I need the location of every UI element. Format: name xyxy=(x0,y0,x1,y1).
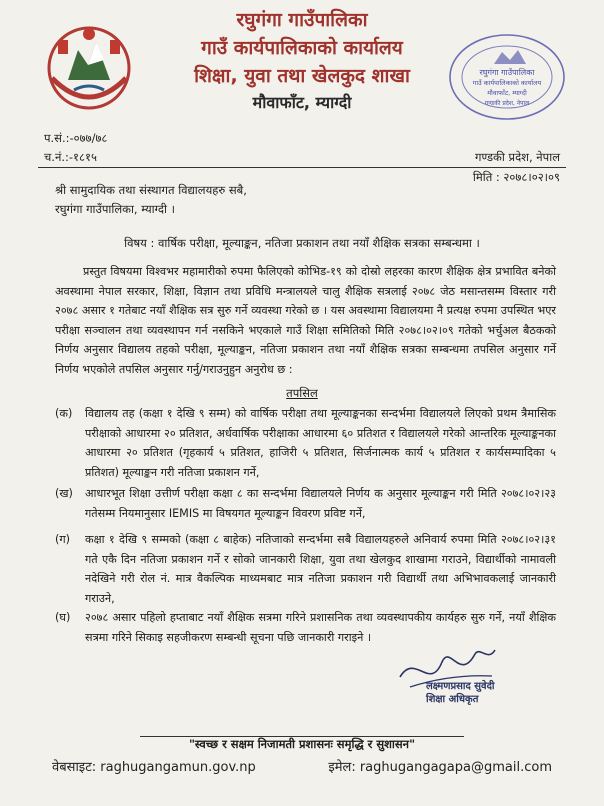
header-divider xyxy=(38,167,566,168)
item-text: आधारभूत शिक्षा उत्तीर्ण परीक्षा कक्षा ८ का सन्दर्भमा विद्यालयले निर्णय क अनुसार मूल्याङ्कन गरी मिति २०७८।०२।२३ गतेसम्म नियमानुसार IEMIS मा विषयगत मूल्याङ्कन विवरण प्रविष्ट गर्ने, xyxy=(85,487,556,520)
signatory-name: लक्ष्मणप्रसाद सुवेदी xyxy=(426,681,495,692)
addressee-line-2: रघुगंगा गाउँपालिका, म्याग्दी । xyxy=(55,202,175,216)
item-marker: (ग) xyxy=(55,533,71,546)
item-marker: (घ) xyxy=(55,611,71,624)
item-text: कक्षा १ देखि ९ सम्मको (कक्षा ८ बाहेक) नतिजाको सन्दर्भमा सबै विद्यालयहरुले अनिवार्य रुपमा मिति २०७८।०२।३१ गते एकै दिन नतिजा प्रकाशन गर्ने र सोको जानकारी शिक्षा, युवा तथा खेलकुद शाखामा गराउने, विद्यार्थीको नामावली नदेखिने गरी रोल नं. मात्र वैकल्पिक माध्यमबाट मात्र नतिजा प्रकाशन गरी विद्यार्थी तथा अभिभावकलाई जानकारी गराउने, xyxy=(85,533,556,605)
office-name: गाउँ कार्यपालिकाको कार्यालय xyxy=(201,37,403,59)
stamp-line-4: गण्डकी प्रदेश, नेपाल xyxy=(484,100,530,107)
office-location: मौवाफाँट, म्याग्दी xyxy=(252,93,352,112)
letter-number: प.सं.:-०७७/७८ xyxy=(44,131,108,145)
item-text: विद्यालय तह (कक्षा १ देखि ९ सम्म) को वार्षिक परीक्षा तथा मूल्याङ्कनका सन्दर्भमा विद्यालयले लिएको प्रथम त्रैमासिक परीक्षाको आधारमा २० प्रतिशत, अर्धवार्षिक परीक्षाका आधारमा ६० प्रतिशत र विद्यालयले गरेको आन्तरिक मूल्याङ्कनका आधारमा २० प्रतिशत (गृहकार्य ५ प्रतिशत, हाजिरी ५ प्रतिशत, सिर्जनात्मक कार्य ५ प्रतिशत र कार्यसम्पादिका ५ प्रतिशत) मूल्याङ्कन गरी नतिजा प्रकाशन गर्ने, xyxy=(85,407,556,479)
list-item xyxy=(55,404,556,482)
municipality-name: रघुगंगा गाउँपालिका xyxy=(236,9,368,31)
addressee-line-1: श्री सामुदायिक तथा संस्थागत विद्यालयहरु सबै, xyxy=(55,183,247,197)
list-item xyxy=(55,484,556,523)
footer-email: इमेल: raghugangagapa@gmail.com xyxy=(328,760,552,775)
addressee xyxy=(55,181,247,219)
subject-line: विषय : वार्षिक परीक्षा, मूल्याङ्कन, नतिजा प्रकाशन तथा नयाँ शैक्षिक सत्रका सम्बन्धमा । xyxy=(124,236,480,250)
dispatch-number: च.नं.:-१८१५ xyxy=(44,150,97,164)
signatory-title: शिक्षा अधिकृत xyxy=(426,694,479,705)
stamp-line-2: गाउँ कार्यपालिकाको कार्यालय xyxy=(472,79,542,87)
letterhead xyxy=(140,6,464,116)
footer-website: वेबसाइट: raghugangamun.gov.np xyxy=(52,760,256,775)
section-name: शिक्षा, युवा तथा खेलकुद शाखा xyxy=(194,65,410,87)
office-stamp xyxy=(446,30,568,124)
item-marker: (ख) xyxy=(55,487,73,500)
stamp-line-1: रघुगंगा गाउँपालिका xyxy=(479,68,535,77)
letter-date: मिति : २०७८।०२।०९ xyxy=(472,170,560,184)
body-paragraph: प्रस्तुत विषयमा विश्वभर महामारीको रुपमा फैलिएको कोभिड-१९ को दोस्रो लहरका कारण शैक्षिक क्षेत्र प्रभावित बनेको अवस्थामा नेपाल सरकार, शिक्षा, विज्ञान तथा प्रविधि मन्त्रालयले चालु शैक्षिक सत्रलाई २०७८ जेठ मसान्तसम्म विस्तार गरी २०७८ असार १ गतेबाट नयाँ शैक्षिक सत्र सुरु गर्ने व्यवस्था गरेको छ । यस अवस्थामा विद्यालयमा नै प्रत्यक्ष रुपमा उपस्थित भएर परीक्षा सञ्चालन तथा व्यवस्थापन गर्न नसकिने भएकाले गाउँ शिक्षा समितिको मिति २०७८।०२।०९ गतेको भर्चुअल बैठकको निर्णय अनुसार विद्यालय तहको परीक्षा, मूल्याङ्कन, नतिजा प्रकाशन तथा नयाँ शैक्षिक सत्रका सम्बन्धमा तपसिल अनुसार गर्ने निर्णय भएकोले तपसिल अनुसार गर्नु/गराउनुहुन अनुरोध छ : xyxy=(55,265,556,376)
item-text: २०७८ असार पहिलो हप्ताबाट नयाँ शैक्षिक सत्रमा गरिने प्रशासनिक तथा व्यवस्थापकीय कार्यहरु सुरु गर्ने, नयाँ शैक्षिक सत्रमा गरिने सिकाइ सहजीकरण सम्बन्धी सूचना पछि जानकारी गराइने । xyxy=(85,611,556,644)
signatory-block xyxy=(426,680,495,706)
stamp-line-3: मौवाफाँट, म्याग्दी xyxy=(487,89,527,97)
item-marker: (क) xyxy=(55,407,73,420)
list-item xyxy=(55,530,556,608)
province-label: गण्डकी प्रदेश, नेपाल xyxy=(474,150,560,164)
motto: "स्वच्छ र सक्षम निजामती प्रशासनः समृद्धि र सुशासन" xyxy=(188,737,416,751)
nepal-emblem-icon xyxy=(38,20,140,112)
tapasil-heading: तपसिल xyxy=(286,386,318,400)
